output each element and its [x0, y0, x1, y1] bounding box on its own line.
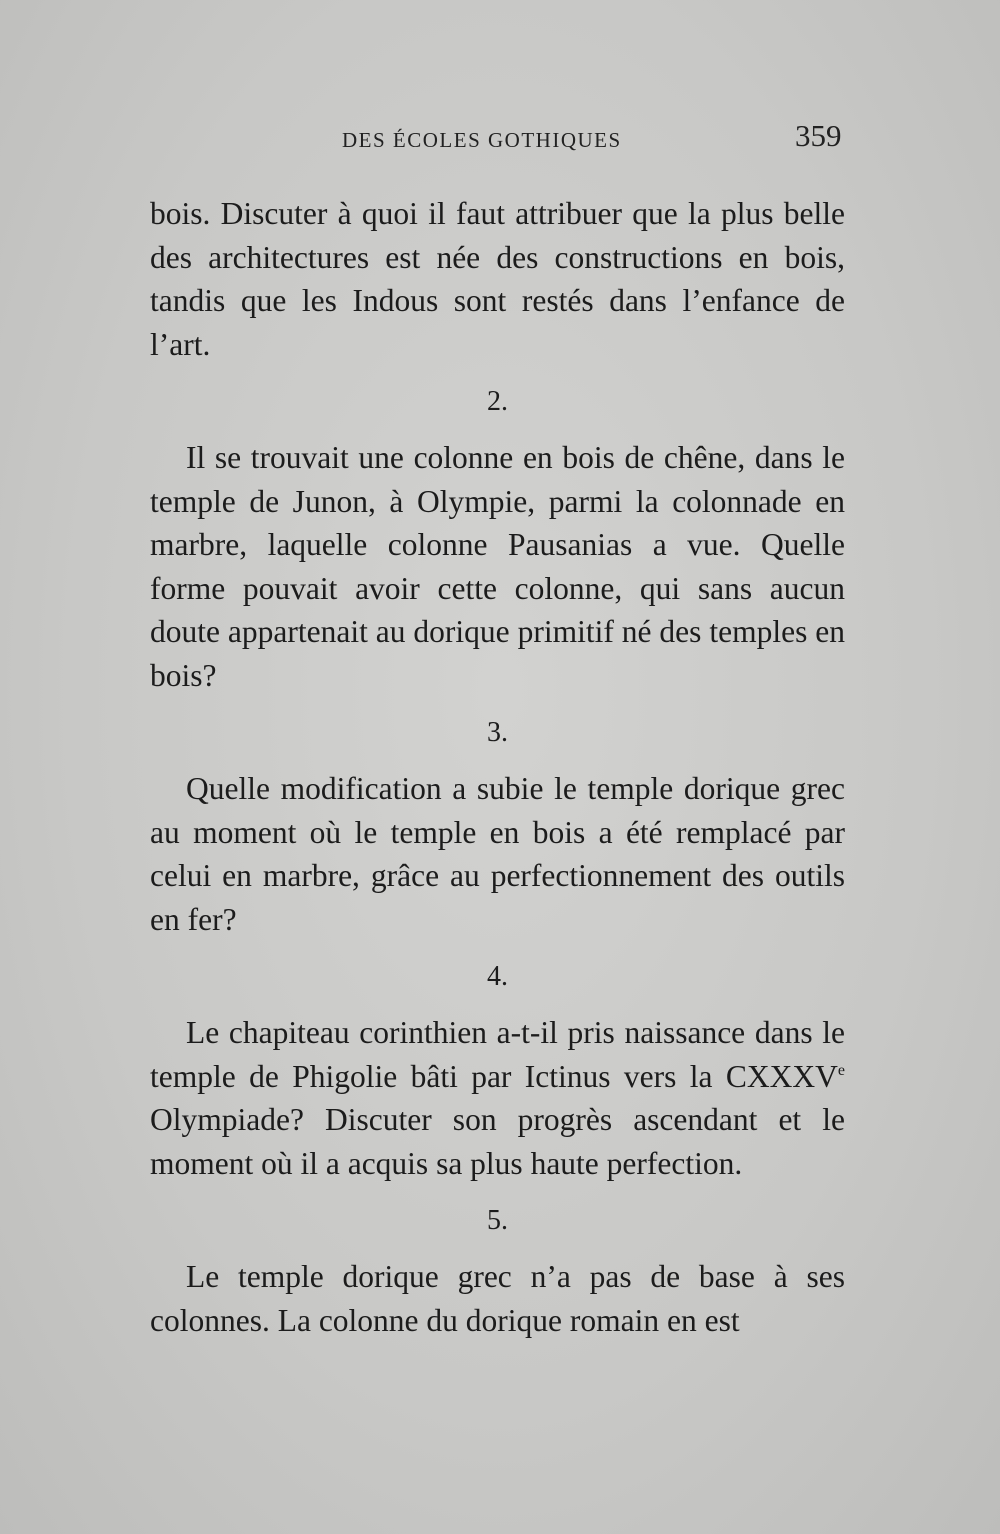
paragraph-4-part-1: Le chapiteau corinthien a-t-il pris naissance dans le temple de Phigolie bâti par Ictinus vers la CXXXV	[150, 1015, 845, 1094]
paragraph-4-part-2: Olympiade? Discuter son progrès ascendant et le moment où il a acquis sa plus haute perfection.	[150, 1102, 845, 1181]
paragraph-2: Il se trouvait une colonne en bois de chêne, dans le temple de Junon, à Olympie, parmi la colonnade en marbre, laquelle colonne Pausanias a vue. Quelle forme pouvait avoir cette colonne, qui sans aucun doute appartenait au dorique primitif né des temples en bois?	[150, 440, 845, 693]
section-number-3: 3.	[487, 717, 508, 748]
paragraph-3: Quelle modification a subie le temple dorique grec au moment où le temple en bois a été remplacé par celui en marbre, grâce au perfectionnement des outils en fer?	[150, 771, 845, 937]
section-number-4: 4.	[487, 961, 508, 992]
superscript: e	[837, 1061, 845, 1079]
running-title: DES ÉCOLES GOTHIQUES	[342, 128, 622, 152]
section-number-2: 2.	[487, 386, 508, 417]
paragraph-4	[150, 1011, 845, 1185]
paragraph-1: bois. Discuter à quoi il faut attribuer que la plus belle des architectures est née des constructions en bois, tandis que les Indous sont restés dans l’enfance de l’art.	[150, 196, 845, 362]
section-number-5: 5.	[487, 1205, 508, 1236]
paragraph-5: Le temple dorique grec n’a pas de base à ses colonnes. La colonne du dorique romain en est	[150, 1259, 845, 1338]
body-text	[150, 192, 845, 1342]
page-number: 359	[795, 118, 842, 153]
